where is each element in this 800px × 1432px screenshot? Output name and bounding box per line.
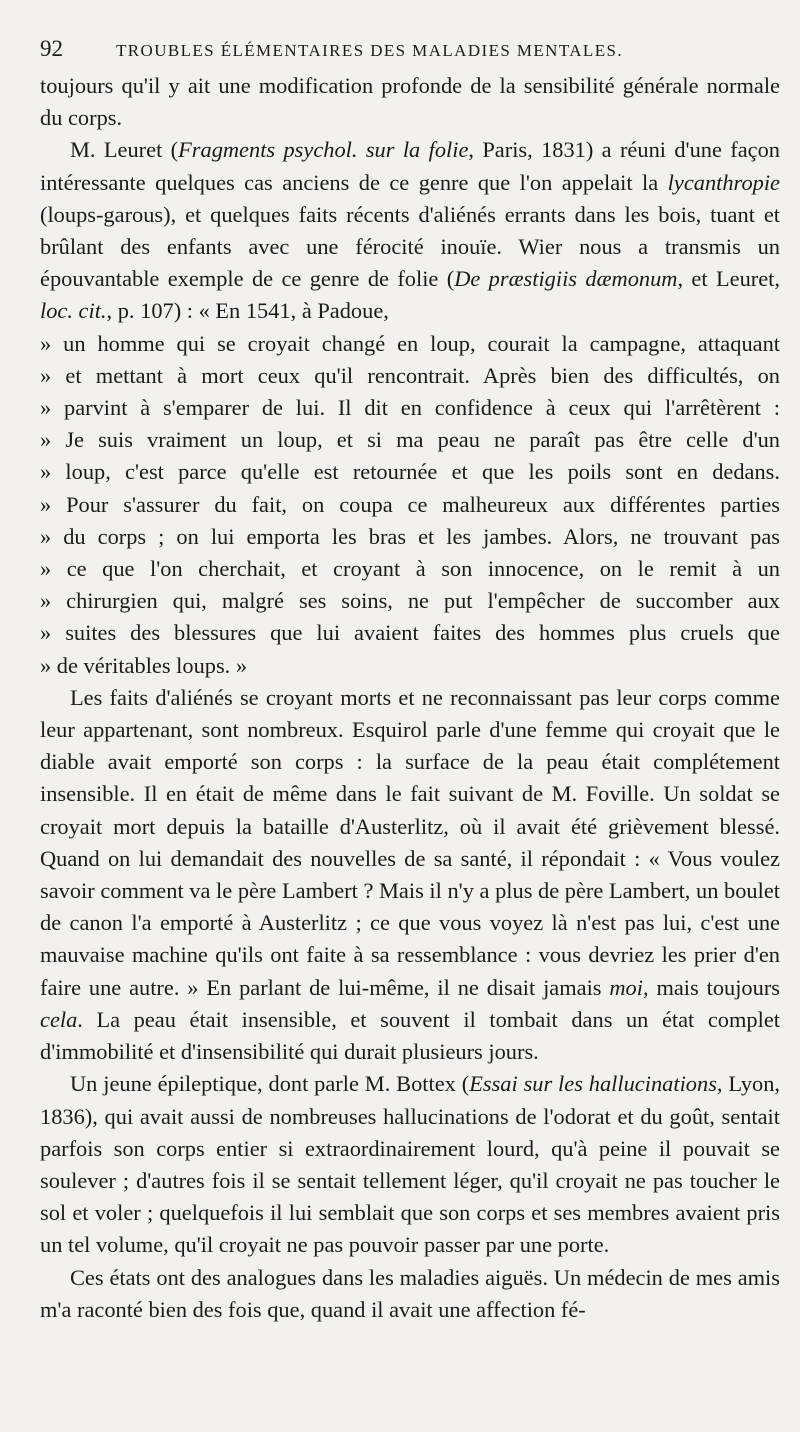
book-title: Fragments psychol. sur la folie [178, 137, 469, 163]
book-title: Essai sur les hallucinations [469, 1071, 717, 1097]
text-run: , p. 107) : « En 1541, à Padoue, [106, 298, 389, 324]
quote-line: » suites des blessures que lui avaient faites des hommes plus cruels que [40, 620, 780, 646]
quote-line: » un homme qui se croyait changé en loup, courait la campagne, attaquant [40, 330, 780, 356]
page-header [40, 36, 780, 68]
quote-line: » Je suis vraiment un loup, et si ma peau ne paraît pas être celle d'un [40, 427, 780, 453]
text-run: , et Leuret, [677, 266, 780, 292]
text-run: , Lyon, 1836), qui avait aussi de nombreuses hallucinations de l'odorat et du goût, sentait parfois son corps entier si extraordinairement lourd, qu'à peine il pouvait se soulever ; d'autres fois il se sentait tellement léger, qu'il croyait ne pas toucher le sol et voler ; quelquefois il lui semblait que son corps et ses membres avaient pris un tel volume, qu'il croyait ne pas pouvoir passer par une porte. [40, 1071, 781, 1258]
text-run: M. Leuret ( [70, 137, 179, 163]
quote-line: » ce que l'on cherchait, et croyant à son innocence, on le remit à un [40, 556, 780, 582]
quote-line: » chirurgien qui, malgré ses soins, ne put l'empêcher de succomber aux [40, 588, 780, 614]
paragraph-5: Ces états ont des analogues dans les maladies aiguës. Un médecin de mes amis m'a raconté bien des fois que, quand il avait une affection fé- [40, 1264, 780, 1322]
text-run: . La peau était insensible, et souvent il tombait dans un état complet d'immobilité et d'insensibilité qui durait plusieurs jours. [40, 1006, 780, 1065]
quotation-block [40, 328, 780, 682]
italic-term: lycanthropie [667, 169, 780, 195]
text-run: Les faits d'aliénés se croyant morts et ne reconnaissant pas leur corps comme leur appartenant, sont nombreux. Esquirol parle d'une femme qui croyait que le diable avait emporté son corps : la surface de la peau était complétement insensible. Il en était de même dans le fait suivant de M. Foville. Un soldat se croyait mort depuis la bataille d'Austerlitz, où il avait été grièvement blessé. Quand on lui demandait des nouvelles de sa santé, il répondait : « Vous voulez savoir comment va le père Lambert ? Mais il n'y a plus de père Lambert, un boulet de canon l'a emporté à Austerlitz ; ce que vous voyez là n'est pas lui, c'est une mauvaise machine qu'ils ont faite à sa ressemblance : vous devriez les prier d'en faire une autre. » En parlant de lui-même, il ne disait jamais [40, 684, 780, 1000]
citation: loc. cit. [40, 298, 107, 324]
italic-word: cela [40, 1006, 78, 1032]
paragraph-4 [40, 1068, 780, 1261]
running-title: TROUBLES ÉLÉMENTAIRES DES MALADIES MENTALES. [116, 41, 624, 60]
text-run: , Paris, 1831) a réuni d'une façon intéressante quelques cas anciens de ce genre que l'on appelait la [40, 137, 780, 195]
quote-line: » parvint à s'emparer de lui. Il dit en confidence à ceux qui l'arrêtèrent : [40, 395, 780, 421]
text-run: (loups-garous), et quelques faits récents d'aliénés errants dans les bois, tuant et brûlant des enfants avec une férocité inouïe. Wier nous a transmis un épouvantable exemple de ce genre de folie ( [40, 201, 780, 292]
book-title: De præstigiis dæmonum [454, 266, 678, 292]
quote-line: » de véritables loups. » [40, 652, 248, 678]
quote-line: » loup, c'est parce qu'elle est retournée et que les poils sont en dedans. [40, 459, 780, 485]
text-run: , mais toujours [642, 974, 780, 1000]
paragraph-1: toujours qu'il y ait une modification profonde de la sensibilité générale normale du corps. [40, 73, 780, 131]
quote-line: » du corps ; on lui emporta les bras et les jambes. Alors, ne trouvant pas [40, 523, 780, 549]
italic-word: moi [609, 974, 643, 1000]
quote-line: » et mettant à mort ceux qu'il rencontrait. Après bien des difficultés, on [40, 362, 780, 388]
text-run: Un jeune épileptique, dont parle M. Bottex ( [70, 1071, 470, 1097]
paragraph-3 [40, 682, 780, 1068]
quote-line: » Pour s'assurer du fait, on coupa ce malheureux aux différentes parties [40, 491, 780, 517]
body-text [40, 70, 780, 1326]
page-number: 92 [40, 36, 63, 61]
paragraph-2 [40, 134, 780, 327]
